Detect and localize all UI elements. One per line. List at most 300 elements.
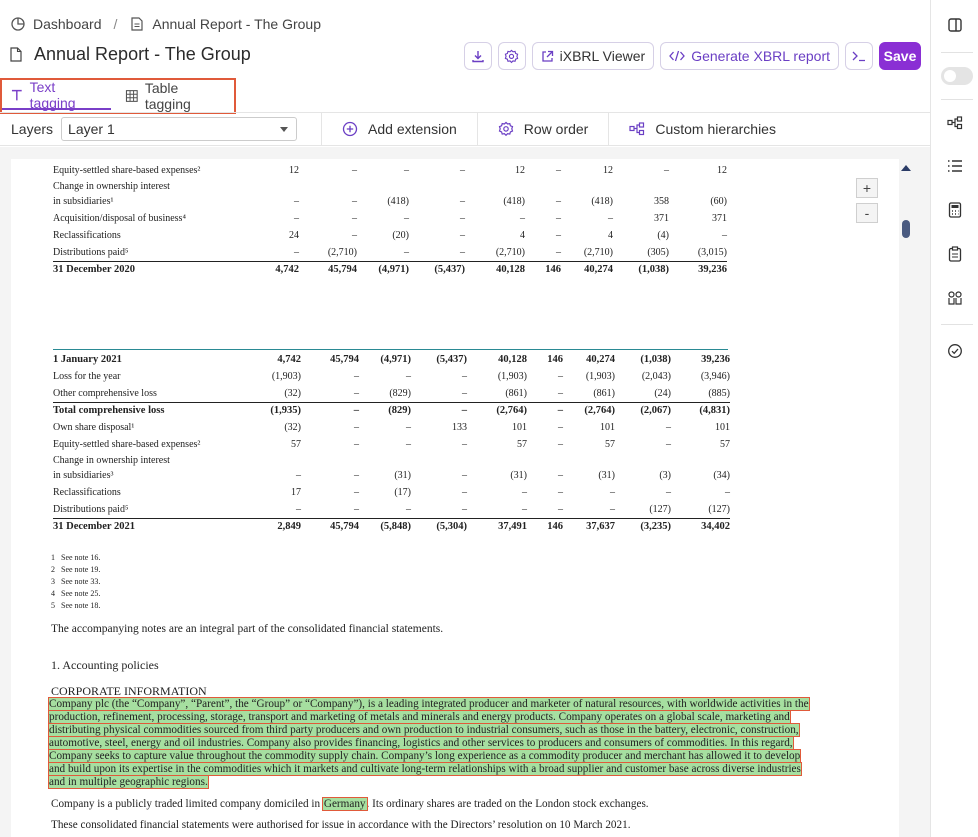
domicile-paragraph: [51, 798, 649, 811]
table-cell: –: [352, 213, 357, 224]
table-cell: –: [556, 213, 561, 224]
table-cell: –: [558, 387, 563, 399]
tagged-text-line-wrapper: [49, 724, 872, 737]
equity-table-2020: [53, 162, 727, 278]
tab-table-tagging-label: Table tagging: [144, 80, 191, 112]
table-cell: [465, 179, 525, 193]
table-cell: (2,764): [467, 402, 527, 419]
compare-panel-button[interactable]: [945, 288, 965, 308]
section-heading: 1. Accounting policies: [51, 658, 159, 672]
tagged-text-line[interactable]: automotive, steel, energy and oil industries. Company also provides financing, logistics and other services to producers and consumers of commodities. In this regard,: [49, 737, 793, 749]
corporate-information-heading: CORPORATE INFORMATION: [51, 684, 207, 698]
row-label: Distributions paid⁵: [53, 503, 129, 515]
table-cell: (5,304): [411, 518, 467, 535]
table-cell: (4,971): [357, 261, 409, 278]
layers-toolbar: [0, 112, 930, 146]
table-cell: 57: [291, 439, 301, 450]
tagged-text-line[interactable]: and in multiple geographic regions.: [49, 776, 208, 788]
table-row: [53, 179, 727, 193]
row-order-label: Row order: [523, 121, 589, 137]
caret-down-icon: [280, 127, 288, 132]
table-cell: 34,402: [671, 518, 730, 535]
table-cell: –: [558, 439, 563, 450]
table-cell: –: [301, 402, 359, 419]
tagged-text-line[interactable]: distributing physical commodities sourced from third party producers and own production to industrial consumers, such as those in the battery, electronic, construction,: [49, 724, 799, 736]
table-cell: 45,794: [301, 518, 359, 535]
sidebar-divider: [941, 324, 973, 325]
table-cell: (5,848): [359, 518, 411, 535]
layers-select[interactable]: [61, 117, 297, 141]
footnote-text: See note 18.: [61, 601, 101, 610]
table-cell: [563, 453, 615, 467]
sidebar-divider: [941, 52, 973, 53]
table-cell: –: [725, 487, 730, 498]
document-page: [11, 159, 899, 837]
table-row: [53, 210, 727, 227]
hierarchy-icon: [947, 116, 963, 130]
table-cell: (829): [389, 387, 411, 399]
table-cell: (1,038): [613, 261, 669, 278]
split-panel-icon: [947, 17, 963, 33]
table-row: [53, 484, 730, 501]
tagged-text-line[interactable]: Company seeks to capture value throughout the commodity supply chain. Company’s long experience as a commodity producer and merchant has allowed it to develop: [49, 750, 801, 762]
download-button[interactable]: [464, 42, 492, 70]
footnote-text: See note 33.: [61, 577, 101, 586]
table-cell: –: [294, 246, 299, 258]
table-cell: (885): [708, 387, 730, 399]
table-cell: –: [556, 246, 561, 258]
table-cell: (1,935): [243, 402, 301, 419]
tagged-text-line-wrapper: [49, 737, 872, 750]
table-cell: (829): [359, 402, 411, 419]
footnote-number: 2: [51, 565, 55, 574]
footnote: [51, 600, 100, 612]
row-label: Distributions paid⁵: [53, 246, 129, 258]
breadcrumb-current: Annual Report - The Group: [152, 16, 322, 32]
row-label: in subsidiaries¹: [53, 196, 114, 207]
table-divider: [53, 349, 728, 350]
table-cell: [613, 179, 669, 193]
table-cell: 4,742: [277, 354, 301, 365]
table-cell: –: [296, 470, 301, 481]
table-cell: 40,274: [586, 354, 615, 365]
row-label: in subsidiaries³: [53, 470, 114, 481]
table-cell: –: [666, 439, 671, 450]
table-cell: (20): [392, 230, 409, 241]
table-cell: (2,067): [615, 402, 671, 419]
table-cell: 101: [600, 422, 615, 433]
table-cell: [467, 453, 527, 467]
external-link-icon: [541, 50, 554, 63]
table-cell: –: [354, 422, 359, 433]
right-sidebar: [930, 0, 978, 837]
table-row: [53, 244, 727, 261]
table-cell: –: [354, 470, 359, 481]
table-cell: –: [522, 487, 527, 498]
row-label: Acquisition/disposal of business⁴: [53, 213, 186, 224]
gear-icon: [504, 49, 519, 64]
ixbrl-viewer-button[interactable]: [532, 42, 655, 70]
plus-circle-icon: [342, 121, 358, 137]
table-cell: –: [411, 402, 467, 419]
table-cell: (31): [598, 470, 615, 481]
table-cell: 37,637: [563, 518, 615, 535]
table-row: [53, 193, 727, 210]
table-cell: –: [462, 503, 467, 515]
equity-table-2021: [53, 351, 730, 535]
table-cell: –: [556, 196, 561, 207]
table-cell: –: [406, 371, 411, 382]
table-row: [53, 467, 730, 484]
tagged-text-line-wrapper: [49, 763, 872, 776]
table-cell: 4: [520, 230, 525, 241]
table-cell: (3,946): [700, 371, 730, 382]
table-cell: –: [354, 387, 359, 399]
table-cell: 12: [603, 165, 613, 176]
table-cell: (861): [593, 387, 615, 399]
table-cell: –: [558, 422, 563, 433]
compare-icon: [947, 290, 963, 306]
table-cell: 146: [527, 518, 563, 535]
table-cell: –: [354, 371, 359, 382]
clipboard-icon: [948, 246, 962, 262]
toggle-knob: [944, 70, 956, 82]
table-row: [53, 368, 730, 385]
table-cell: 24: [289, 230, 299, 241]
tagged-country[interactable]: Germany: [323, 798, 366, 810]
row-label: 31 December 2020: [53, 261, 243, 278]
footnote: [51, 552, 100, 564]
table-row: [53, 453, 730, 467]
table-cell: (32): [284, 422, 301, 433]
table-cell: (32): [284, 387, 301, 399]
table-cell: [411, 453, 467, 467]
table-cell: (1,903): [585, 371, 615, 382]
table-cell: –: [462, 387, 467, 399]
table-cell: [615, 453, 671, 467]
table-cell: –: [608, 213, 613, 224]
table-cell: 4: [608, 230, 613, 241]
console-button[interactable]: [845, 42, 873, 70]
table-cell: –: [296, 503, 301, 515]
table-cell: [669, 179, 727, 193]
tagged-text-line-wrapper: [49, 750, 872, 763]
table-cell: 12: [289, 165, 299, 176]
tagged-text-line-wrapper: [49, 711, 872, 724]
table-cell: –: [460, 213, 465, 224]
table-cell: (4,831): [671, 402, 730, 419]
table-cell: –: [558, 503, 563, 515]
table-cell: (24): [654, 387, 671, 399]
table-cell: [243, 453, 301, 467]
footnote-number: 1: [51, 553, 55, 562]
table-cell: –: [352, 165, 357, 176]
table-cell: 57: [517, 439, 527, 450]
tagged-text-line[interactable]: and build upon its expertise in the commodities which it markets and cultivate long-term relationships with a broad supplier and customer base across diverse industries: [49, 763, 801, 775]
table-cell: 146: [547, 354, 563, 365]
table-cell: 45,794: [299, 261, 357, 278]
table-cell: –: [556, 165, 561, 176]
domicile-text-before: Company is a publicly traded limited company domiciled in: [51, 798, 323, 810]
table-cell: 40,128: [465, 261, 525, 278]
footnote-text: See note 16.: [61, 553, 101, 562]
table-cell: (418): [387, 196, 409, 207]
save-button[interactable]: Save: [879, 42, 921, 70]
table-cell: –: [406, 503, 411, 515]
table-cell: 40,128: [498, 354, 527, 365]
breadcrumb: [10, 14, 321, 34]
table-cell: –: [460, 165, 465, 176]
layers-label: Layers: [11, 121, 54, 137]
breadcrumb-dashboard-link[interactable]: Dashboard: [33, 16, 102, 32]
table-cell: –: [460, 196, 465, 207]
generate-xbrl-button[interactable]: [660, 42, 839, 70]
calculator-icon: [948, 202, 962, 218]
footnotes: [51, 552, 100, 612]
table-cell: [301, 453, 359, 467]
table-cell: –: [558, 470, 563, 481]
table-cell: –: [666, 422, 671, 433]
row-label: Reclassifications: [53, 487, 121, 498]
tagged-text-block[interactable]: [49, 698, 872, 789]
table-cell: [243, 179, 299, 193]
file-icon: [10, 47, 24, 63]
custom-hierarchies-label: Custom hierarchies: [655, 121, 776, 137]
tagged-text-line[interactable]: production, refinement, processing, storage, transport and marketing of metals and minerals and energy products. Company operates on a global scale, marketing and: [49, 711, 790, 723]
table-cell: (2,710): [495, 246, 525, 258]
footnote-number: 5: [51, 601, 55, 610]
table-cell: 146: [525, 261, 561, 278]
table-row: [53, 351, 730, 368]
row-label: Change in ownership interest: [53, 180, 170, 192]
document-viewer: [0, 147, 930, 837]
table-cell: –: [406, 422, 411, 433]
generate-xbrl-label: Generate XBRL report: [691, 48, 830, 64]
table-cell: (1,903): [497, 371, 527, 382]
table-row: [53, 402, 730, 419]
table-cell: (127): [708, 503, 730, 515]
page-title: Annual Report - The Group: [34, 44, 251, 64]
table-cell: (34): [713, 470, 730, 481]
scrollbar-thumb[interactable]: [902, 220, 910, 238]
table-cell: [527, 453, 563, 467]
table-cell: (2,710): [327, 246, 357, 258]
row-label: 31 December 2021: [53, 518, 243, 535]
domicile-text-after: . Its ordinary shares are traded on the London stock exchanges.: [366, 798, 649, 810]
row-label: Change in ownership interest: [53, 454, 170, 466]
footnote: [51, 564, 100, 576]
table-cell: –: [462, 487, 467, 498]
custom-hierarchies-button[interactable]: [609, 112, 796, 146]
tab-table-tagging[interactable]: [117, 80, 234, 112]
footnote-number: 3: [51, 577, 55, 586]
zoom-in-button[interactable]: +: [856, 178, 878, 198]
table-cell: 57: [605, 439, 615, 450]
row-label: Equity-settled share-based expenses²: [53, 165, 201, 176]
table-cell: –: [294, 213, 299, 224]
toggle-switch[interactable]: [941, 67, 973, 85]
table-cell: –: [354, 439, 359, 450]
list-icon: [947, 159, 963, 173]
table-cell: –: [722, 230, 727, 241]
row-label: Total comprehensive loss: [53, 402, 243, 419]
table-cell: 101: [512, 422, 527, 433]
table-cell: 45,794: [330, 354, 359, 365]
table-cell: 17: [291, 487, 301, 498]
table-cell: (127): [649, 503, 671, 515]
row-label: Reclassifications: [53, 230, 121, 241]
check-circle-icon: [947, 343, 963, 359]
code-icon: [669, 50, 685, 62]
table-cell: 57: [720, 439, 730, 450]
row-label: Equity-settled share-based expenses²: [53, 439, 201, 450]
settings-button[interactable]: [498, 42, 526, 70]
table-cell: [671, 453, 730, 467]
table-cell: 12: [515, 165, 525, 176]
hierarchy-icon: [629, 122, 645, 136]
header-toolbar: [464, 42, 921, 70]
table-cell: –: [558, 487, 563, 498]
table-row: [53, 227, 727, 244]
download-icon: [471, 49, 485, 63]
layers-selected-value: Layer 1: [68, 121, 115, 137]
table-cell: –: [404, 165, 409, 176]
table-cell: –: [522, 503, 527, 515]
table-cell: (2,043): [641, 371, 671, 382]
text-icon: [10, 88, 24, 102]
table-cell: –: [610, 503, 615, 515]
breadcrumb-separator: /: [113, 16, 118, 32]
table-cell: (3,015): [697, 246, 727, 258]
table-cell: –: [352, 230, 357, 241]
table-cell: –: [610, 487, 615, 498]
table-cell: (3,235): [615, 518, 671, 535]
table-row: [53, 162, 727, 179]
table-cell: 358: [654, 196, 669, 207]
tagged-text-line[interactable]: Company plc (the “Company”, “Parent”, the “Group” or “Company”), is a leading integrated producer and marketer of natural resources, with worldwide activities in the: [49, 698, 809, 710]
table-cell: (305): [647, 246, 669, 258]
ixbrl-viewer-label: iXBRL Viewer: [559, 48, 646, 64]
table-cell: [525, 179, 561, 193]
clipboard-panel-button[interactable]: [945, 244, 965, 264]
calculator-panel-button[interactable]: [945, 200, 965, 220]
table-cell: 39,236: [701, 354, 730, 365]
table-cell: –: [527, 402, 563, 419]
zoom-controls: [856, 178, 878, 228]
authorisation-note: These consolidated financial statements were authorised for issue in accordance with the Directors’ resolution on 10 March 2021.: [51, 819, 631, 831]
table-row: [53, 436, 730, 453]
footnote-number: 4: [51, 589, 55, 598]
table-cell: –: [664, 165, 669, 176]
dashboard-icon: [10, 16, 26, 32]
table-cell: –: [558, 371, 563, 382]
table-cell: (4,971): [380, 354, 411, 365]
footnote-text: See note 25.: [61, 589, 101, 598]
table-cell: (60): [710, 196, 727, 207]
list-panel-button[interactable]: [945, 156, 965, 176]
table-cell: (4): [657, 230, 669, 241]
table-cell: –: [460, 246, 465, 258]
table-cell: (31): [394, 470, 411, 481]
sidebar-divider: [941, 99, 973, 100]
table-cell: (17): [394, 487, 411, 498]
hierarchy-panel-button[interactable]: [945, 113, 965, 133]
table-cell: 2,849: [243, 518, 301, 535]
table-cell: [359, 453, 411, 467]
table-cell: –: [460, 230, 465, 241]
table-row: [53, 419, 730, 436]
table-cell: –: [294, 196, 299, 207]
add-extension-button[interactable]: [322, 112, 477, 146]
zoom-out-button[interactable]: -: [856, 203, 878, 223]
add-extension-label: Add extension: [368, 121, 457, 137]
page-title-row: [10, 44, 251, 65]
table-cell: –: [462, 470, 467, 481]
table-cell: (861): [505, 387, 527, 399]
row-label: Own share disposal¹: [53, 422, 135, 433]
row-label: 1 January 2021: [53, 354, 122, 365]
table-cell: –: [354, 503, 359, 515]
table-cell: (1,903): [271, 371, 301, 382]
table-cell: [409, 179, 465, 193]
table-cell: (418): [591, 196, 613, 207]
table-row: [53, 385, 730, 402]
table-cell: 12: [717, 165, 727, 176]
gear-icon: [498, 121, 514, 137]
document-icon: [129, 16, 145, 32]
row-label: Loss for the year: [53, 371, 121, 382]
table-cell: –: [354, 487, 359, 498]
table-cell: [299, 179, 357, 193]
table-icon: [125, 89, 139, 103]
table-cell: (5,437): [409, 261, 465, 278]
table-cell: (2,764): [563, 402, 615, 419]
row-order-button[interactable]: [478, 112, 609, 146]
table-cell: (3): [659, 470, 671, 481]
table-cell: –: [520, 213, 525, 224]
footnote: [51, 588, 100, 600]
tagged-text-line-wrapper: [49, 776, 872, 789]
table-cell: –: [556, 230, 561, 241]
tab-text-tagging-label: Text tagging: [29, 79, 76, 111]
document-scrollbar[interactable]: [900, 161, 912, 837]
tab-text-tagging[interactable]: [2, 79, 111, 111]
table-cell: 40,274: [561, 261, 613, 278]
table-cell: 37,491: [467, 518, 527, 535]
table-row: [53, 261, 727, 278]
table-cell: (31): [510, 470, 527, 481]
table-cell: 371: [712, 213, 727, 224]
validation-panel-button[interactable]: [945, 341, 965, 361]
table-cell: (1,038): [640, 354, 671, 365]
table-cell: –: [462, 371, 467, 382]
accompanying-note: The accompanying notes are an integral part of the consolidated financial statements.: [51, 623, 444, 635]
tagging-tabs: [0, 78, 236, 114]
table-cell: (2,710): [583, 246, 613, 258]
table-cell: –: [462, 439, 467, 450]
table-cell: 101: [715, 422, 730, 433]
table-cell: [357, 179, 409, 193]
panel-toggle-button[interactable]: [945, 15, 965, 35]
scroll-up-arrow-icon[interactable]: [901, 165, 911, 171]
table-cell: (418): [503, 196, 525, 207]
table-cell: 39,236: [669, 261, 727, 278]
table-cell: –: [404, 246, 409, 258]
table-cell: [561, 179, 613, 193]
table-row: [53, 518, 730, 535]
row-label: Other comprehensive loss: [53, 387, 157, 399]
tagged-text-line-wrapper: [49, 698, 872, 711]
